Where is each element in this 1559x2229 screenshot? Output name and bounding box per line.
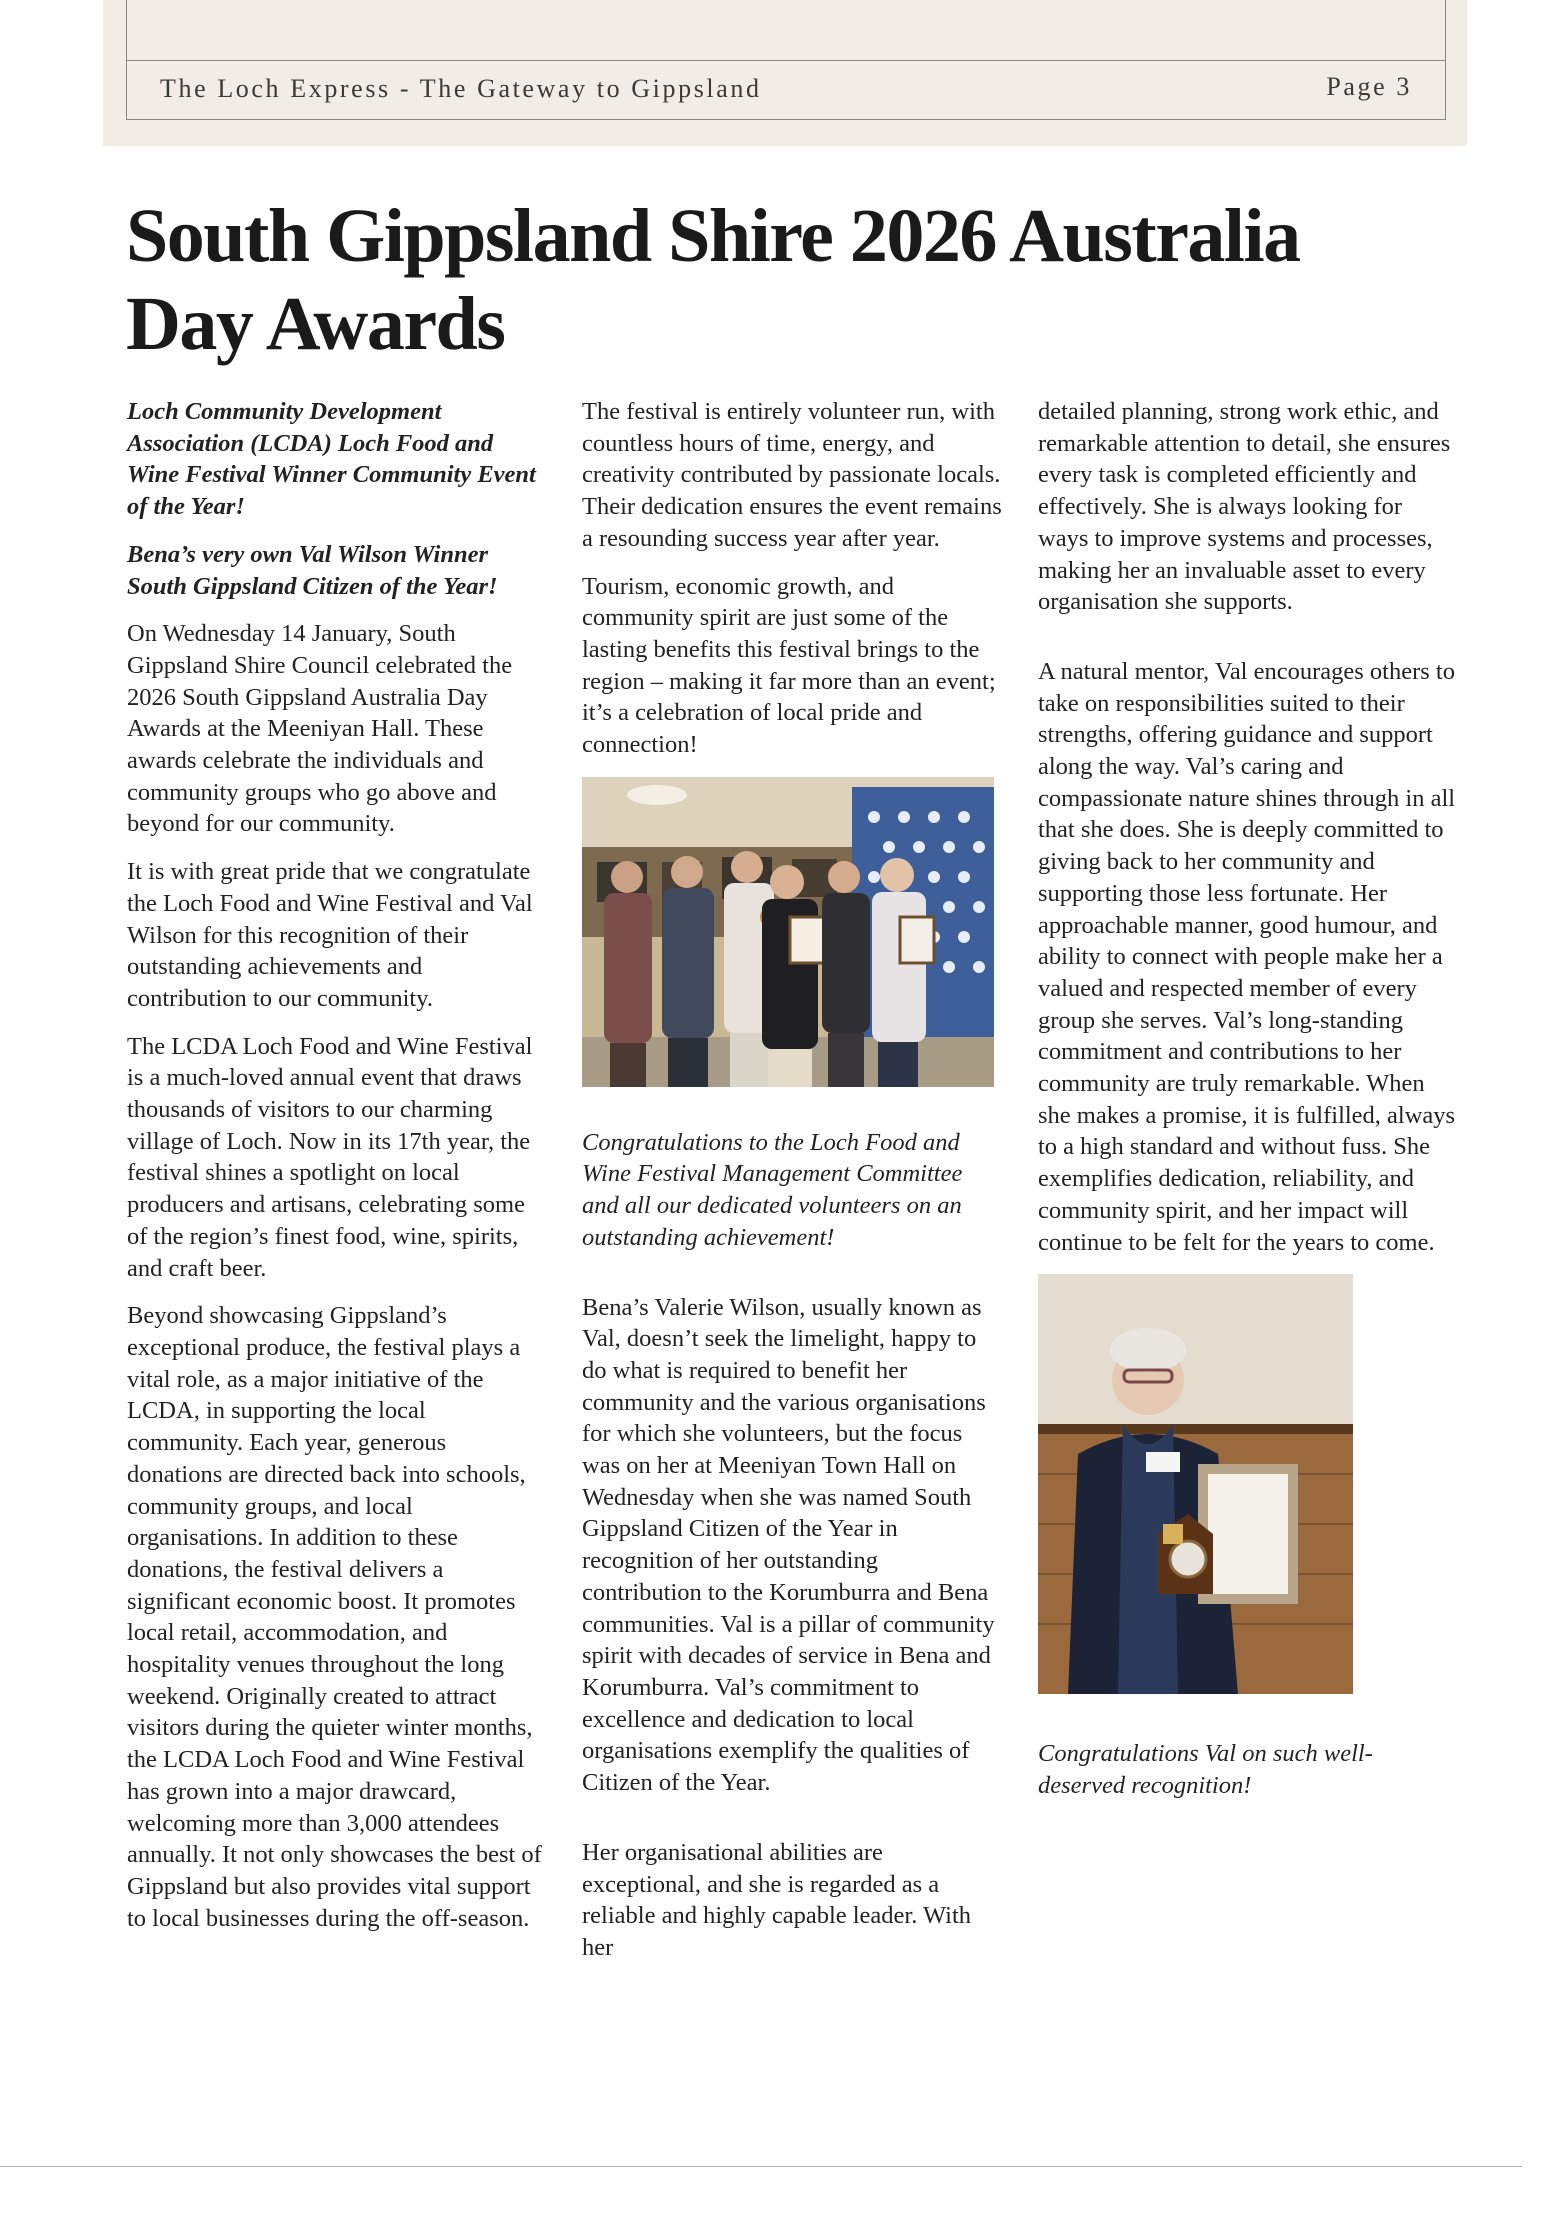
festival-committee-photo <box>582 777 994 1087</box>
header-divider <box>126 60 1446 61</box>
paragraph: Tourism, economic growth, and community spirit are just some of the lasting benefits this festival brings to the region – making it far more than an event; it’s a celebration of local pride and connection! <box>582 572 996 759</box>
lead-lcda: Loch Community Development Association (LCDA) Loch Food and Wine Festival Winner Community Event of the Year! <box>127 398 536 521</box>
footer-rule <box>0 2166 1522 2167</box>
column-3 <box>1038 396 1458 1818</box>
page-number: Page 3 <box>1326 72 1412 101</box>
masthead: The Loch Express - The Gateway to Gippsland <box>160 74 762 103</box>
photo-caption: Congratulations Val on such well-deserved recognition! <box>1038 1740 1373 1799</box>
spacer <box>582 1815 1002 1837</box>
paragraph: Bena’s Valerie Wilson, usually known as Val, doesn’t seek the limelight, happy to do what is required to benefit her community and the various organisations for which she volunteers, but the focus was on her at Meeniyan Town Hall on Wednesday when she was named South Gippsland Citizen of the Year in recognition of her outstanding contribution to the Korumburra and Bena communities. Val is a pillar of community spirit with decades of service in Bena and Korumburra. Val’s commitment to excellence and dedication to local organisations exemplify the qualities of Citizen of the Year. <box>582 1293 995 1797</box>
paragraph: The festival is entirely volunteer run, with countless hours of time, energy, and creativity contributed by passionate locals. Their dedication ensures the event remains a resounding success year after year. <box>582 398 1002 552</box>
paragraph: detailed planning, strong work ethic, and remarkable attention to detail, she ensures every task is completed efficiently and effectively. She is always looking for ways to improve systems and processes, making her an invaluable asset to every organisation she supports. <box>1038 398 1451 616</box>
spacer <box>1038 634 1458 656</box>
paragraph: It is with great pride that we congratulate the Loch Food and Wine Festival and Val Wilson for this recognition of their outstanding achievements and contribution to our community. <box>127 858 533 1012</box>
column-2 <box>582 396 1002 1980</box>
val-wilson-photo <box>1038 1274 1353 1694</box>
paragraph: Her organisational abilities are exceptional, and she is regarded as a reliable and highly capable leader. With her <box>582 1838 972 1961</box>
paragraph: On Wednesday 14 January, South Gippsland Shire Council celebrated the 2026 South Gippsland Australia Day Awards at the Meeniyan Hall. These awards celebrate the individuals and community groups who go above and beyond for our community. <box>127 620 513 838</box>
article-title: South Gippsland Shire 2026 Australia Day Awards <box>126 194 1300 366</box>
spacer <box>582 1270 1002 1292</box>
column-1 <box>127 396 547 1950</box>
paragraph: A natural mentor, Val encourages others to take on responsibilities suited to their strengths, offering guidance and support along the way. Val’s caring and compassionate nature shines through in all that she does. She is deeply committed to giving back to her community and supporting those less fortunate. Her approachable manner, good humour, and ability to connect with people make her a valued and respected member of every group she serves. Val’s long-standing commitment and contributions to her community are truly remarkable. When she makes a promise, it is fulfilled, always to a high standard and without fuss. She exemplifies dedication, reliability, and community spirit, and her impact will continue to be felt for the years to come. <box>1038 657 1456 1256</box>
photo-caption: Congratulations to the Loch Food and Wine Festival Management Committee and all our dedicated volunteers on an outstanding achievement! <box>582 1128 963 1251</box>
paragraph: Beyond showcasing Gippsland’s exceptional produce, the festival plays a vital role, as a major initiative of the LCDA, in supporting the local community. Each year, generous donations are directed back into schools, community groups, and local organisations. In addition to these donations, the festival delivers a significant economic boost. It promotes local retail, accommodation, and hospitality venues throughout the long weekend. Originally created to attract visitors during the quieter winter months, the LCDA Loch Food and Wine Festival has grown into a major drawcard, welcoming more than 3,000 attendees annually. It not only showcases the best of Gippsland but also provides vital support to local businesses during the off-season. <box>127 1302 542 1932</box>
paragraph: The LCDA Loch Food and Wine Festival is a much-loved annual event that draws thousands of visitors to our charming village of Loch. Now in its 17th year, the festival shines a spotlight on local producers and artisans, celebrating some of the region’s finest food, wine, spirits, and craft beer. <box>127 1032 533 1282</box>
lead-val-wilson: Bena’s very own Val Wilson Winner South Gippsland Citizen of the Year! <box>127 540 498 600</box>
